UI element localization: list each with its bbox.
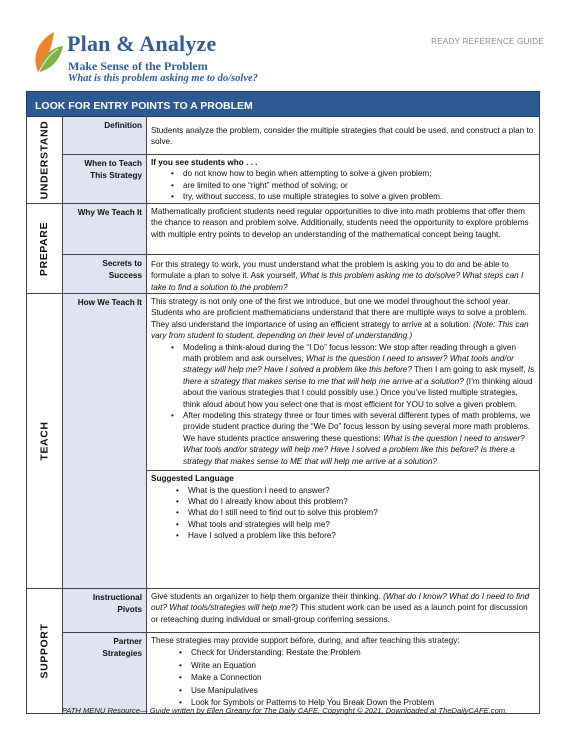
list-item [183, 410, 535, 467]
page-header [0, 0, 569, 92]
support-rows [63, 589, 539, 713]
content-instructional-pivots [147, 589, 539, 632]
label-partner-strategies [63, 633, 147, 713]
section-support [27, 588, 539, 713]
list-item: • Have I solved a problem like this before? [188, 530, 535, 541]
teach-rows [63, 294, 539, 588]
label-line: This Strategy [90, 171, 142, 180]
page-title: Plan & Analyze [67, 31, 217, 56]
partner-list [151, 647, 535, 709]
list-item: • do not know how to begin when attempting to solve a given problem; [183, 168, 535, 179]
section-label-text: SUPPORT [38, 623, 51, 679]
list-item: • What do I still need to find out to solve this problem? [188, 507, 535, 518]
table-banner: LOOK FOR ENTRY POINTS TO A PROBLEM [26, 91, 540, 117]
label-why-we-teach: Why We Teach It [63, 204, 147, 254]
section-label-text: UNDERSTAND [38, 120, 51, 200]
how-list [151, 342, 535, 467]
content-secrets [147, 255, 539, 293]
list-item: • are limited to one “right” method of solving; or [183, 180, 535, 191]
list-item: • What tools and strategies will help me? [188, 519, 535, 530]
reference-table [26, 91, 540, 714]
secrets-text [151, 259, 535, 293]
pivots-text-b: (What do I know? What do I need to find out? What tools/strategies will help me?) [151, 592, 530, 613]
label-line: Secrets to [102, 259, 142, 268]
content-how-we-teach [147, 294, 539, 470]
bullet-text: After modeling this strategy three or four times with several different types of math problems, we provide student practice during the “We Do” focus lesson by using several more math problems. We have students practice answering these questions: [183, 411, 531, 443]
how-we-teach-column [147, 294, 539, 588]
list-item: • Check for Understanding: Restate the Problem [191, 647, 535, 659]
when-list [151, 168, 535, 202]
section-label-understand [27, 117, 63, 203]
list-item: • What do I already know about this problem? [188, 496, 535, 507]
section-teach [27, 293, 539, 588]
list-item: • try, without success, to use multiple strategies to solve a given problem. [183, 191, 535, 202]
how-text-a: This strategy is not only one of the first we introduce, but one we model throughout the school year. Students who are proficient mathematicians understand that there are multiple ways to solve a problem. They also understand the importance of using an efficient strategy to arrive at a solution. [151, 297, 527, 329]
bullet-text: What is the question I need to answer? What tools and/or strategy will help me? Have I solved a problem like this before? [183, 354, 514, 375]
label-line: Partner [113, 637, 142, 646]
pivots-text-c: This student work can be used as a launch point for discussion or reteaching during individual or small-group conferring sessions. [151, 603, 528, 624]
bullet-text: What is the question I need to answer? What tools and/or strategy will help me? Have I solved a problem like this before? Is there a strategy that makes sense to ME that will help me arrive at a solution? [183, 433, 525, 466]
row-how-we-teach [63, 294, 539, 588]
page-footer: PATH MENU Resource— Guide written by Ellen Greany for The Daily CAFE. Copyright © 2021. Downloaded at TheDailyCAFE.com. [61, 706, 508, 715]
label-when-to-teach [63, 155, 147, 203]
label-line: Strategies [102, 649, 142, 658]
label-definition: Definition [63, 117, 147, 154]
why-text: Mathematically proficient students need regular opportunities to dive into math problems that offer them the chance to reason and problem solve. Additionally, students need the opportunity to explore problems with multiple entry points to develop an understanding of the mathematical concept being taught. [151, 207, 529, 239]
row-definition [63, 117, 539, 154]
when-intro: If you see students who . . . [151, 158, 258, 167]
bullet-text: Then I am going to ask myself, [411, 365, 528, 375]
section-prepare [27, 203, 539, 293]
partner-intro: These strategies may provide support before, during, and after teaching this strategy: [151, 636, 460, 645]
list-item: • Look for Symbols or Patterns to Help You Break Down the Problem [191, 697, 535, 709]
leaf-logo-icon [30, 28, 64, 74]
bullet-text: Modeling a think-aloud during the “I Do” focus lesson: We stop after reading through a given math problem and ask ourselves, [183, 342, 517, 364]
list-item: • Make a Connection [191, 672, 535, 684]
pivots-text [151, 591, 535, 625]
label-line: Success [108, 271, 142, 280]
secrets-text-a: For this strategy to work, you must understand what the problem is asking you to do and be able to formulate a plan to solve it. Ask yourself, [151, 260, 509, 281]
page-tagline: What is this problem asking me to do/solve? [68, 73, 258, 84]
bullet-text: (I’m thinking aloud about the various strategies that I could possibly use.) Once you’ve listed multiple strategies, think aloud about how you select one that is most efficient for YOU to solve a given problem. [183, 376, 533, 409]
suggested-language [147, 470, 539, 588]
content-why-we-teach [147, 204, 539, 254]
content-definition [147, 117, 539, 154]
label-line: When to Teach [84, 159, 142, 168]
definition-text: Students analyze the problem, consider the multiple strategies that could be used, and construct a plan to solve. [151, 126, 534, 147]
section-label-teach [27, 294, 63, 588]
section-understand [27, 117, 539, 203]
content-when-to-teach [147, 155, 539, 203]
bullet-text: Is there a strategy that makes sense to me that will help me arrive at a solution? [183, 365, 535, 386]
section-label-text: TEACH [38, 421, 51, 461]
list-item [183, 342, 535, 410]
how-text-b: (Note: This can vary from student to student, depending on their level of understanding.) [151, 319, 529, 341]
row-instructional-pivots [63, 589, 539, 632]
table-grid [26, 117, 540, 714]
page-subtitle: Make Sense of the Problem [68, 59, 208, 73]
label-how-we-teach: How We Teach It [63, 294, 147, 588]
suggested-title: Suggested Language [151, 474, 234, 484]
understand-rows [63, 117, 539, 203]
section-label-prepare [27, 204, 63, 293]
pivots-text-a: Give students an organizer to help them organize their thinking. [151, 592, 384, 601]
section-label-text: PREPARE [38, 221, 51, 276]
row-secrets [63, 254, 539, 293]
label-line: Pivots [117, 605, 142, 614]
section-label-support [27, 589, 63, 713]
suggested-list [151, 485, 535, 542]
label-instructional-pivots [63, 589, 147, 632]
label-secrets [63, 255, 147, 293]
list-item: • Write an Equation [191, 660, 535, 672]
list-item: • What is the question I need to answer? [188, 485, 535, 496]
row-when-to-teach [63, 154, 539, 203]
secrets-text-b: What is this problem asking me to do/solve? What steps can I take to find a solution to the problem? [151, 271, 524, 292]
row-partner-strategies [63, 632, 539, 713]
row-why-we-teach [63, 204, 539, 254]
content-partner-strategies [147, 633, 539, 713]
prepare-rows [63, 204, 539, 293]
how-text [151, 296, 535, 342]
label-line: Instructional [92, 593, 142, 602]
list-item: • Use Manipulatives [191, 685, 535, 697]
guide-label: READY REFERENCE GUIDE [431, 37, 544, 46]
